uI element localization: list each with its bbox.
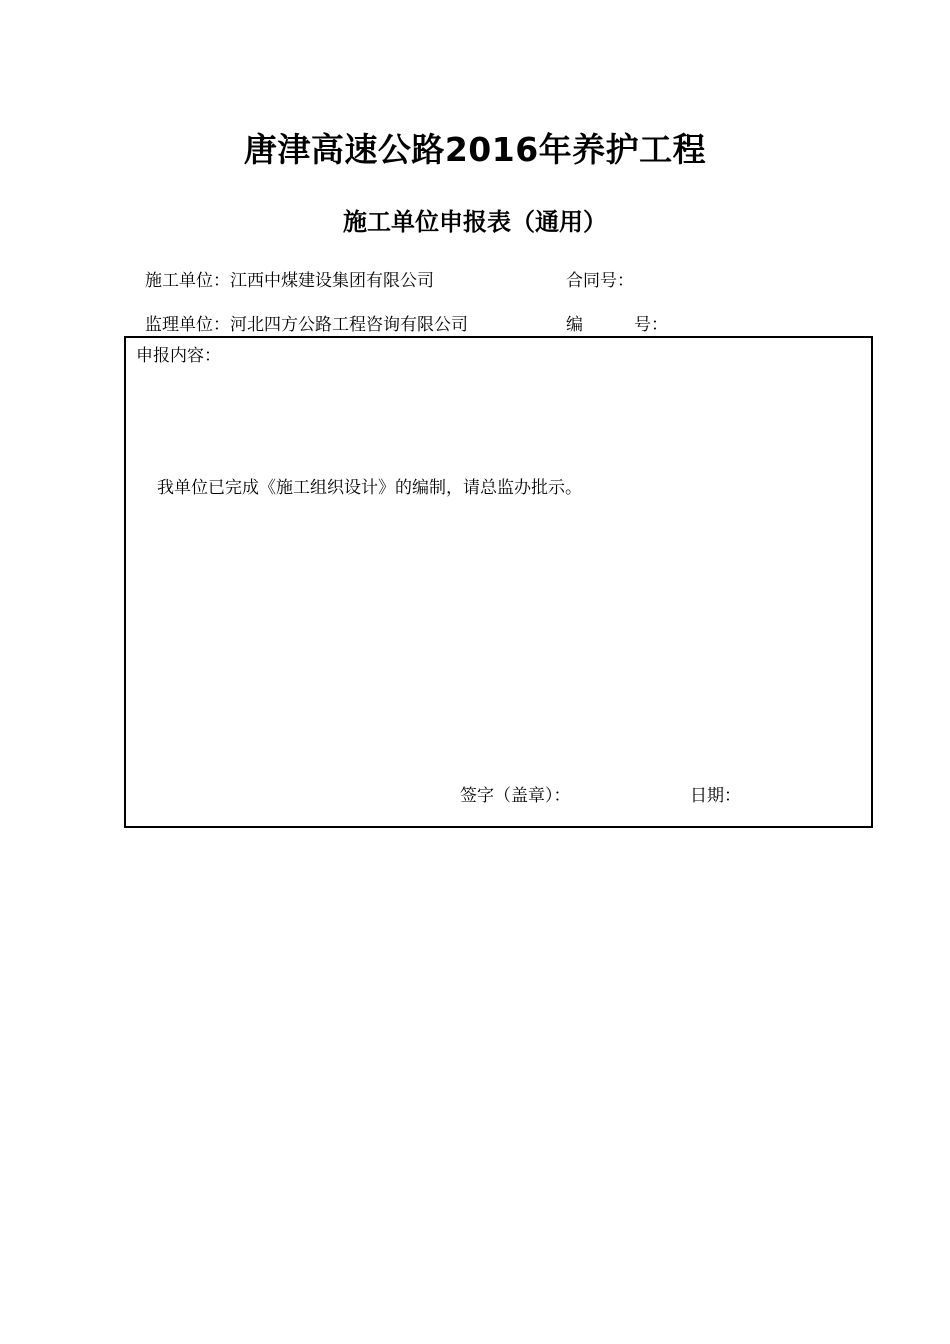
supervisor-value: 河北四方公路工程咨询有限公司: [230, 315, 468, 335]
contractor-field: [145, 268, 434, 294]
report-content-box: [124, 336, 873, 828]
document-subtitle: 施工单位申报表（通用）: [343, 208, 607, 236]
document-title: 唐津高速公路2016年养护工程: [243, 130, 707, 169]
date-label: 日期：: [690, 786, 741, 806]
contractor-row: [0, 268, 950, 294]
report-content-text: 我单位已完成《施工组织设计》的编制，请总监办批示。: [157, 478, 582, 498]
contract-number-field: [566, 268, 634, 294]
supervisor-label: 监理单位：: [145, 315, 230, 335]
serial-number-label-first: 编: [566, 315, 583, 335]
serial-number-label-second: 号：: [634, 315, 668, 335]
contractor-label: 施工单位：: [145, 271, 230, 291]
contract-number-label: 合同号：: [566, 271, 634, 291]
supervisor-field: [145, 312, 468, 338]
report-content-label: 申报内容：: [136, 346, 221, 366]
signature-label: 签字（盖章）：: [460, 786, 571, 806]
serial-number-field: [566, 312, 668, 338]
supervisor-row: [0, 312, 950, 338]
contractor-value: 江西中煤建设集团有限公司: [230, 271, 434, 291]
